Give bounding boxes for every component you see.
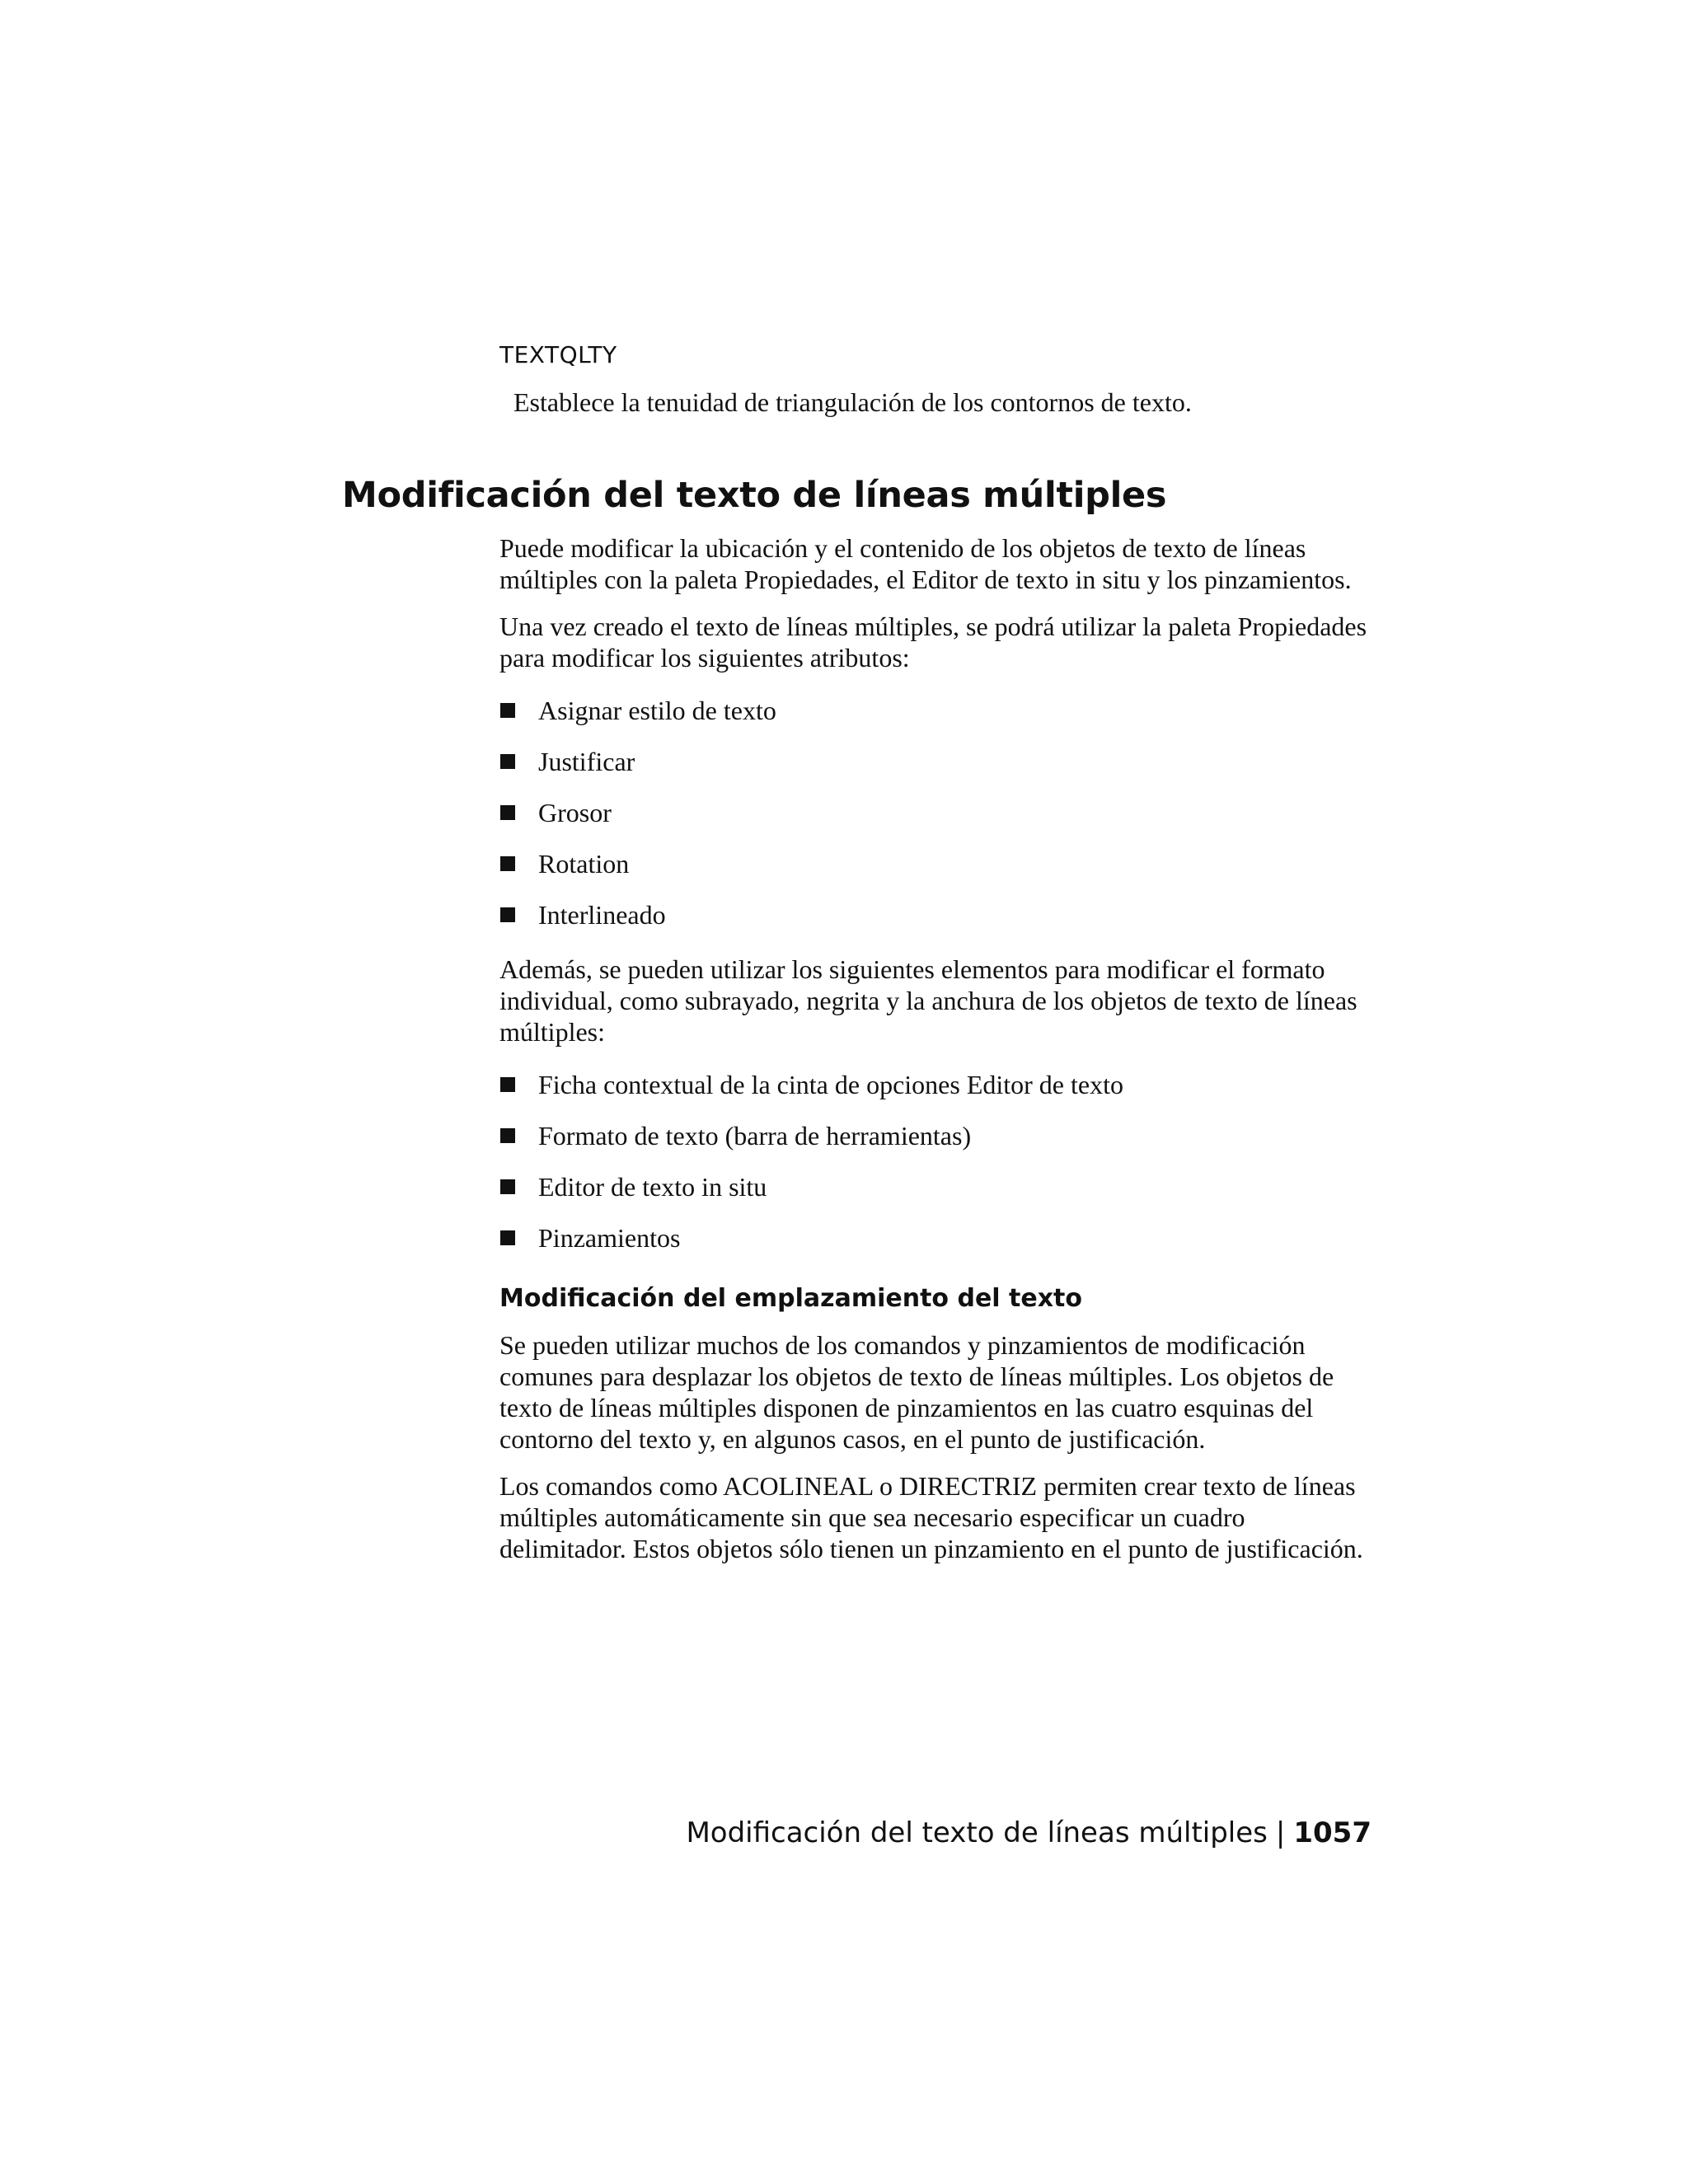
- list-item: [499, 797, 1373, 828]
- square-bullet-icon: [500, 805, 515, 820]
- list-item-label: Ficha contextual de la cinta de opciones Editor de texto: [538, 1070, 1123, 1099]
- square-bullet-icon: [500, 1230, 515, 1245]
- list-item: [499, 1171, 1373, 1202]
- list-item: [499, 1222, 1373, 1254]
- list-item-label: Editor de texto in situ: [538, 1172, 767, 1202]
- square-bullet-icon: [500, 1128, 515, 1143]
- square-bullet-icon: [500, 1077, 515, 1092]
- footer-separator: |: [1275, 1816, 1286, 1849]
- list-item: [499, 899, 1373, 930]
- square-bullet-icon: [500, 754, 515, 769]
- list-item: [499, 746, 1373, 777]
- formatting-list: [499, 1069, 1373, 1254]
- term-description: Establece la tenuidad de triangulación de los contornos de texto.: [513, 387, 1192, 417]
- section-title: Modificación del texto de líneas múltiples: [342, 475, 1167, 516]
- list-item: [499, 848, 1373, 879]
- square-bullet-icon: [500, 1179, 515, 1194]
- square-bullet-icon: [500, 907, 515, 922]
- list-item-label: Grosor: [538, 798, 612, 827]
- list-item-label: Asignar estilo de texto: [538, 696, 776, 725]
- intro-paragraph: Puede modificar la ubicación y el contenido de los objetos de texto de líneas múltiples con la paleta Propiedades, el Editor de texto in situ y los pinzamientos.: [499, 533, 1352, 594]
- running-title: Modificación del texto de líneas múltiples: [686, 1816, 1268, 1849]
- subsection-title: Modificación del emplazamiento del texto: [499, 1284, 1083, 1313]
- list-item-label: Justificar: [538, 747, 635, 776]
- list-item: [499, 695, 1373, 726]
- list-item: [499, 1120, 1373, 1151]
- term-name: TEXTQLTY: [499, 341, 617, 368]
- formatting-paragraph: Además, se pueden utilizar los siguientes elementos para modificar el formato individual, como subrayado, negrita y la anchura de los objetos de texto de líneas múltiples:: [499, 954, 1357, 1047]
- page-number: 1057: [1293, 1816, 1372, 1849]
- subsection-paragraph: Los comandos como ACOLINEAL o DIRECTRIZ permiten crear texto de líneas múltiples automáticamente sin que sea necesario especificar un cuadro delimitador. Estos objetos sólo tienen un pinzamiento en el punto de justificación.: [499, 1471, 1363, 1563]
- list-item-label: Rotation: [538, 849, 630, 879]
- attributes-list: [499, 695, 1373, 930]
- square-bullet-icon: [500, 856, 515, 871]
- subsection-paragraph: Se pueden utilizar muchos de los comandos y pinzamientos de modificación comunes para desplazar los objetos de texto de líneas múltiples. Los objetos de texto de líneas múltiples disponen de pinzamientos en las cuatro esquinas del contorno del texto y, en algunos casos, en el punto de justificación.: [499, 1330, 1334, 1454]
- intro-paragraph: Una vez creado el texto de líneas múltiples, se podrá utilizar la paleta Propiedades para modificar los siguientes atributos:: [499, 612, 1367, 673]
- page-footer: [686, 1816, 1372, 1849]
- list-item-label: Pinzamientos: [538, 1223, 681, 1253]
- list-item-label: Formato de texto (barra de herramientas): [538, 1121, 972, 1151]
- list-item-label: Interlineado: [538, 900, 666, 930]
- square-bullet-icon: [500, 703, 515, 718]
- section-body: [499, 532, 1373, 1580]
- list-item: [499, 1069, 1373, 1100]
